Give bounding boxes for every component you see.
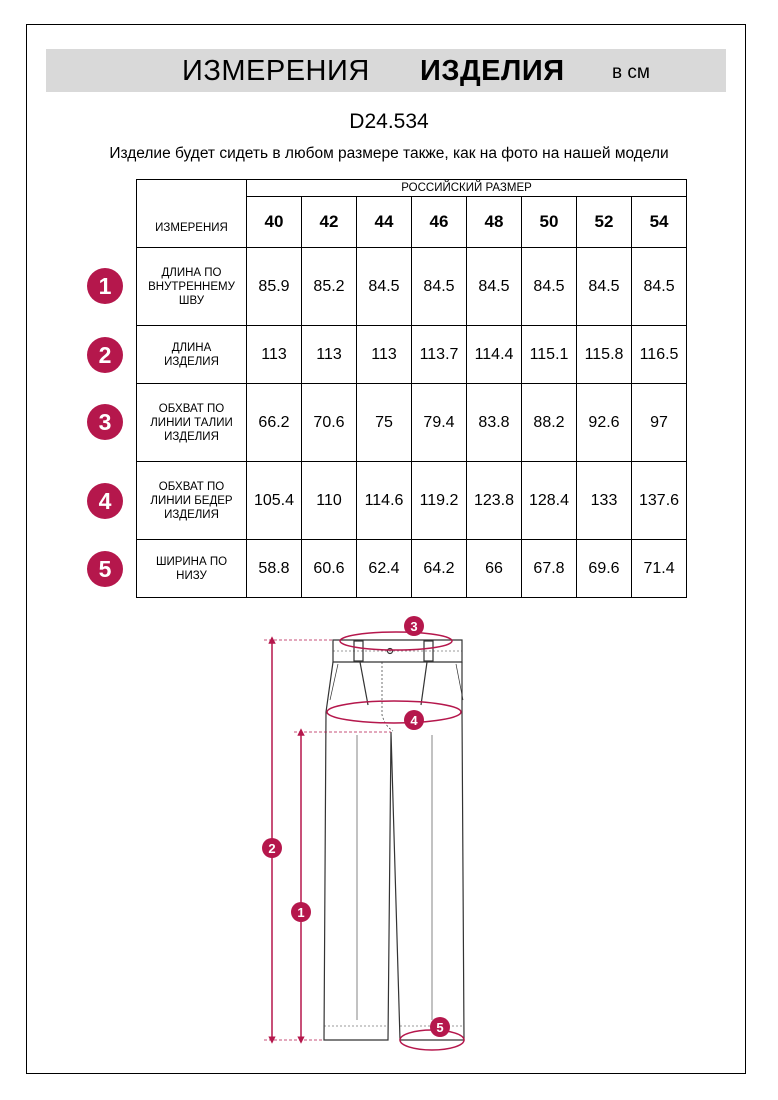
value-cell: 85.9 <box>247 248 302 326</box>
measurement-label-line: ИЗДЕЛИЯ <box>164 430 219 443</box>
value-cell: 67.8 <box>522 540 577 598</box>
measurement-label-line: ШИРИНА ПО <box>155 555 228 568</box>
value-cell: 110 <box>302 462 357 540</box>
value-cell: 71.4 <box>632 540 687 598</box>
article-number: D24.534 <box>349 110 429 133</box>
value-cell: 88.2 <box>522 384 577 462</box>
value-cell: 84.5 <box>577 248 632 326</box>
value-cell: 114.6 <box>357 462 412 540</box>
value-cell: 97 <box>632 384 687 462</box>
row-number-badge: 5 <box>87 551 123 587</box>
value-cell: 75 <box>357 384 412 462</box>
value-cell: 60.6 <box>302 540 357 598</box>
size-header-cell: 44 <box>357 197 412 248</box>
row-number-badge: 1 <box>87 268 123 304</box>
measurement-label-line: ДЛИНА <box>171 341 212 354</box>
measurement-label-line: ШВУ <box>178 294 205 307</box>
value-cell: 84.5 <box>632 248 687 326</box>
value-cell: 83.8 <box>467 384 522 462</box>
value-cell: 66.2 <box>247 384 302 462</box>
value-cell: 115.8 <box>577 326 632 384</box>
size-group-header: РОССИЙСКИЙ РАЗМЕР <box>247 180 687 197</box>
measurement-label-line: ДЛИНА ПО <box>161 266 222 279</box>
value-cell: 113.7 <box>412 326 467 384</box>
row-number-badge: 2 <box>87 337 123 373</box>
value-cell: 85.2 <box>302 248 357 326</box>
measurement-lines <box>264 632 464 1050</box>
value-cell: 116.5 <box>632 326 687 384</box>
size-header-cell: 54 <box>632 197 687 248</box>
size-header-cell: 48 <box>467 197 522 248</box>
value-cell: 133 <box>577 462 632 540</box>
value-cell: 115.1 <box>522 326 577 384</box>
measurement-label-line: НИЗУ <box>176 569 207 582</box>
value-cell: 137.6 <box>632 462 687 540</box>
measurement-label-line: ИЗДЕЛИЯ <box>164 508 219 521</box>
value-cell: 84.5 <box>522 248 577 326</box>
diagram-markers <box>262 616 450 1037</box>
value-cell: 123.8 <box>467 462 522 540</box>
value-cell: 113 <box>357 326 412 384</box>
marker-4-label: 4 <box>410 713 418 728</box>
value-cell: 105.4 <box>247 462 302 540</box>
measurement-label-line: ЛИНИИ БЕДЕР <box>150 494 233 507</box>
value-cell: 58.8 <box>247 540 302 598</box>
value-cell: 70.6 <box>302 384 357 462</box>
measurement-label-line: ИЗДЕЛИЯ <box>164 355 219 368</box>
value-cell: 113 <box>247 326 302 384</box>
measurement-label-line: ВНУТРЕННЕМУ <box>148 280 235 293</box>
value-cell: 62.4 <box>357 540 412 598</box>
size-header-cell: 50 <box>522 197 577 248</box>
measure-header: ИЗМЕРЕНИЯ <box>137 180 247 248</box>
title-measurements: ИЗМЕРЕНИЯ <box>182 55 370 87</box>
value-cell: 69.6 <box>577 540 632 598</box>
fit-note: Изделие будет сидеть в любом размере также, как на фото на нашей модели <box>109 145 669 162</box>
value-cell: 114.4 <box>467 326 522 384</box>
measurement-label-line: ЛИНИИ ТАЛИИ <box>150 416 233 429</box>
value-cell: 113 <box>302 326 357 384</box>
value-cell: 119.2 <box>412 462 467 540</box>
size-header-cell: 40 <box>247 197 302 248</box>
measurement-label-line: ОБХВАТ ПО <box>158 480 225 493</box>
value-cell: 128.4 <box>522 462 577 540</box>
title-unit: в см <box>612 62 650 83</box>
value-cell: 66 <box>467 540 522 598</box>
row-number-badge: 4 <box>87 483 123 519</box>
value-cell: 84.5 <box>467 248 522 326</box>
marker-1-label: 1 <box>297 905 305 920</box>
marker-5-label: 5 <box>436 1020 444 1035</box>
value-cell: 64.2 <box>412 540 467 598</box>
marker-3-label: 3 <box>410 619 418 634</box>
marker-2-label: 2 <box>268 841 276 856</box>
value-cell: 84.5 <box>357 248 412 326</box>
value-cell: 84.5 <box>412 248 467 326</box>
value-cell: 79.4 <box>412 384 467 462</box>
row-number-badge: 3 <box>87 404 123 440</box>
measurement-label-line: ОБХВАТ ПО <box>158 402 225 415</box>
size-header-cell: 52 <box>577 197 632 248</box>
trousers-outline <box>324 640 464 1040</box>
size-header-cell: 42 <box>302 197 357 248</box>
title-product: ИЗДЕЛИЯ <box>420 55 565 87</box>
size-header-cell: 46 <box>412 197 467 248</box>
value-cell: 92.6 <box>577 384 632 462</box>
